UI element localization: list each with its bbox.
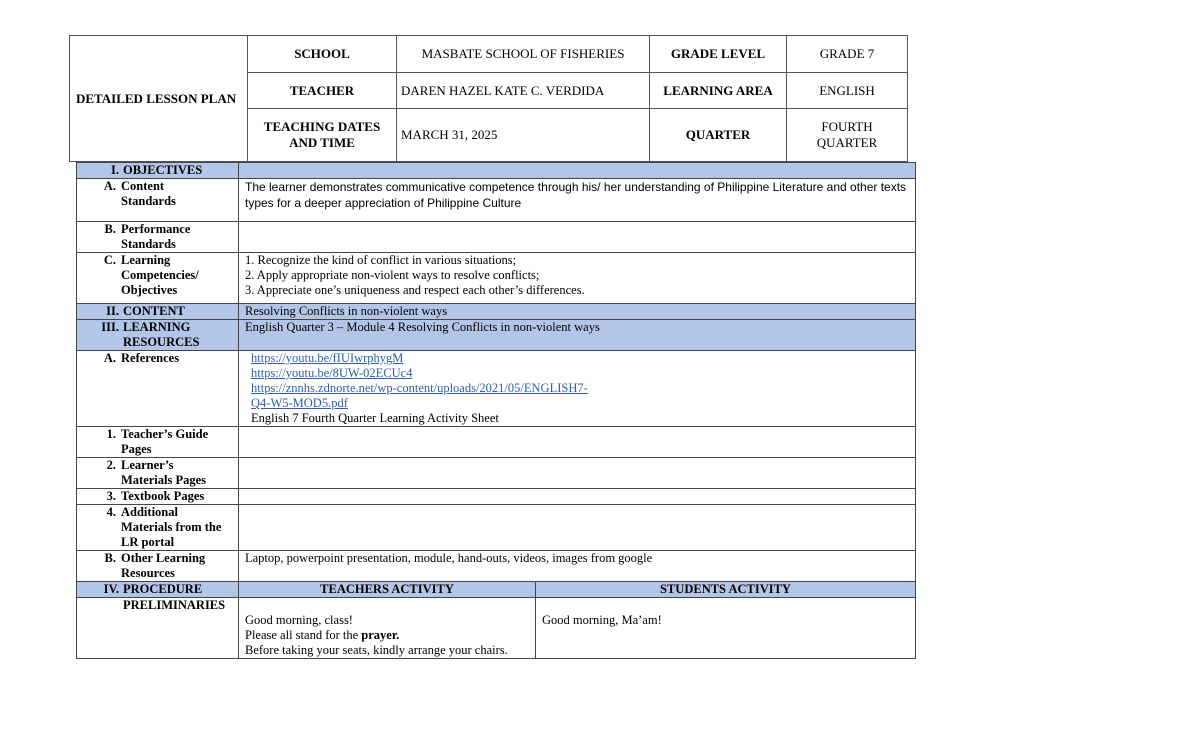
preliminaries-label-cell <box>77 598 239 659</box>
header-table <box>69 35 908 162</box>
competencies-label-line3: Objectives <box>121 283 178 297</box>
learners-materials-row <box>77 458 916 489</box>
learners-materials-text <box>239 458 916 489</box>
learners-materials-label-line1: Learner’s <box>121 458 174 472</box>
teachers-activity-header: TEACHERS ACTIVITY <box>239 582 536 598</box>
dates-label <box>248 109 397 162</box>
learners-materials-label-line2: Materials Pages <box>121 473 207 487</box>
additional-materials-label-cell <box>77 505 239 551</box>
student-line-1: Good morning, Ma’am! <box>542 613 662 627</box>
content-label: CONTENT <box>123 304 185 318</box>
other-resources-row <box>77 551 916 582</box>
learning-resources-text: English Quarter 3 – Module 4 Resolving Conflicts in non-violent ways <box>239 320 916 351</box>
performance-standards-label-line2: Standards <box>121 237 176 251</box>
references-row <box>77 351 916 427</box>
performance-standards-label-cell <box>77 222 239 253</box>
objectives-row <box>77 163 916 179</box>
other-resources-letter: B. <box>104 551 116 565</box>
performance-standards-row <box>77 222 916 253</box>
school-value: MASBATE SCHOOL OF FISHERIES <box>397 36 650 73</box>
teacher-line-1: Good morning, class! <box>245 613 353 627</box>
performance-standards-text <box>239 222 916 253</box>
textbook-num: 3. <box>106 489 116 503</box>
learners-materials-label-cell <box>77 458 239 489</box>
competency-item-2: 2. Apply appropriate non-violent ways to resolve conflicts; <box>245 268 540 282</box>
quarter-value-line2: QUARTER <box>816 135 878 150</box>
competency-item-1: 1. Recognize the kind of conflict in various situations; <box>245 253 517 267</box>
teachers-guide-text <box>239 427 916 458</box>
grade-value: GRADE 7 <box>787 36 908 73</box>
objectives-blank <box>239 163 916 179</box>
competencies-letter: C. <box>103 253 116 267</box>
textbook-text <box>239 489 916 505</box>
teachers-guide-label-line2: Pages <box>121 442 152 456</box>
reference-link-4[interactable]: Q4-W5-MOD5.pdf <box>251 396 348 410</box>
procedure-num: IV. <box>103 582 119 596</box>
additional-materials-num: 4. <box>106 505 116 519</box>
references-label: References <box>121 351 180 365</box>
learning-resources-row <box>77 320 916 351</box>
additional-materials-text <box>239 505 916 551</box>
reference-link-2[interactable]: https://youtu.be/8UW-02ECUc4 <box>251 366 413 380</box>
teacher-line-2-bold: prayer. <box>361 628 400 642</box>
learning-resources-num: III. <box>101 320 119 334</box>
references-list <box>239 351 916 427</box>
teacher-value: DAREN HAZEL KATE C. VERDIDA <box>397 73 650 109</box>
objectives-num: I. <box>111 163 119 177</box>
content-standards-text-line1: The learner demonstrates communicative competence through his/ her understanding of Philippine Literature and other texts <box>245 180 907 194</box>
dates-value: MARCH 31, 2025 <box>397 109 650 162</box>
students-activity-header: STUDENTS ACTIVITY <box>536 582 916 598</box>
teachers-guide-row <box>77 427 916 458</box>
reference-note: English 7 Fourth Quarter Learning Activity Sheet <box>251 411 499 425</box>
dates-label-line1: TEACHING DATES <box>263 119 381 134</box>
lesson-table <box>76 162 916 659</box>
performance-standards-letter: B. <box>104 222 116 236</box>
teacher-label: TEACHER <box>248 73 397 109</box>
other-resources-label-line2: Resources <box>121 566 175 580</box>
content-standards-letter: A. <box>103 179 116 193</box>
procedure-label-cell <box>77 582 239 598</box>
competencies-row <box>77 253 916 304</box>
area-label: LEARNING AREA <box>650 73 787 109</box>
teachers-guide-num: 1. <box>106 427 116 441</box>
content-label-cell <box>77 304 239 320</box>
additional-materials-row <box>77 505 916 551</box>
references-letter: A. <box>103 351 116 365</box>
school-label: SCHOOL <box>248 36 397 73</box>
additional-materials-label-line2: Materials from the <box>121 520 222 534</box>
performance-standards-label-line1: Performance <box>121 222 191 236</box>
objectives-label-cell <box>77 163 239 179</box>
quarter-value-line1: FOURTH <box>821 119 873 134</box>
textbook-label-cell <box>77 489 239 505</box>
content-standards-row <box>77 179 916 222</box>
competency-item-3: 3. Appreciate one’s uniqueness and respect each other’s differences. <box>245 283 585 297</box>
content-num: II. <box>106 304 119 318</box>
content-row <box>77 304 916 320</box>
textbook-row <box>77 489 916 505</box>
competencies-list <box>239 253 916 304</box>
procedure-label: PROCEDURE <box>123 582 203 596</box>
reference-link-1[interactable]: https://youtu.be/fIUIwrphygM <box>251 351 404 365</box>
additional-materials-label-line1: Additional <box>121 505 178 519</box>
competencies-label-line2: Competencies/ <box>121 268 199 282</box>
quarter-value <box>787 109 908 162</box>
teacher-line-3: Before taking your seats, kindly arrange your chairs. <box>245 643 508 657</box>
content-standards-label-cell <box>77 179 239 222</box>
teacher-activity-text <box>239 598 536 659</box>
reference-link-3[interactable]: https://znnhs.zdnorte.net/wp-content/uploads/2021/05/ENGLISH7- <box>251 381 588 395</box>
lesson-plan-title-text: DETAILED LESSON PLAN <box>76 90 237 106</box>
learning-resources-label-cell <box>77 320 239 351</box>
quarter-label: QUARTER <box>650 109 787 162</box>
content-text: Resolving Conflicts in non-violent ways <box>239 304 916 320</box>
textbook-label: Textbook Pages <box>121 489 205 503</box>
dates-label-line2: AND TIME <box>289 135 355 150</box>
content-standards-label-line2: Standards <box>121 194 176 208</box>
other-resources-label-cell <box>77 551 239 582</box>
teacher-line-2-pre: Please all stand for the <box>245 628 362 642</box>
student-activity-text <box>536 598 916 659</box>
lesson-plan-title <box>70 36 248 162</box>
teachers-guide-label-cell <box>77 427 239 458</box>
competencies-label-cell <box>77 253 239 304</box>
references-label-cell <box>77 351 239 427</box>
learners-materials-num: 2. <box>106 458 116 472</box>
other-resources-text: Laptop, powerpoint presentation, module, hand-outs, videos, images from google <box>239 551 916 582</box>
content-standards-text-line2: types for a deeper appreciation of Philippine Culture <box>245 196 522 210</box>
learning-resources-label-line2: RESOURCES <box>123 335 200 349</box>
grade-label: GRADE LEVEL <box>650 36 787 73</box>
content-standards-label-line1: Content <box>121 179 165 193</box>
objectives-label: OBJECTIVES <box>123 163 203 177</box>
content-standards-text <box>239 179 916 222</box>
teachers-guide-label-line1: Teacher’s Guide <box>121 427 209 441</box>
preliminaries-label: PRELIMINARIES <box>123 598 226 612</box>
competencies-label-line1: Learning <box>121 253 171 267</box>
learning-resources-label-line1: LEARNING <box>123 320 191 334</box>
procedure-row <box>77 582 916 598</box>
additional-materials-label-line3: LR portal <box>121 535 175 549</box>
area-value: ENGLISH <box>787 73 908 109</box>
preliminaries-row <box>77 598 916 659</box>
other-resources-label-line1: Other Learning <box>121 551 206 565</box>
